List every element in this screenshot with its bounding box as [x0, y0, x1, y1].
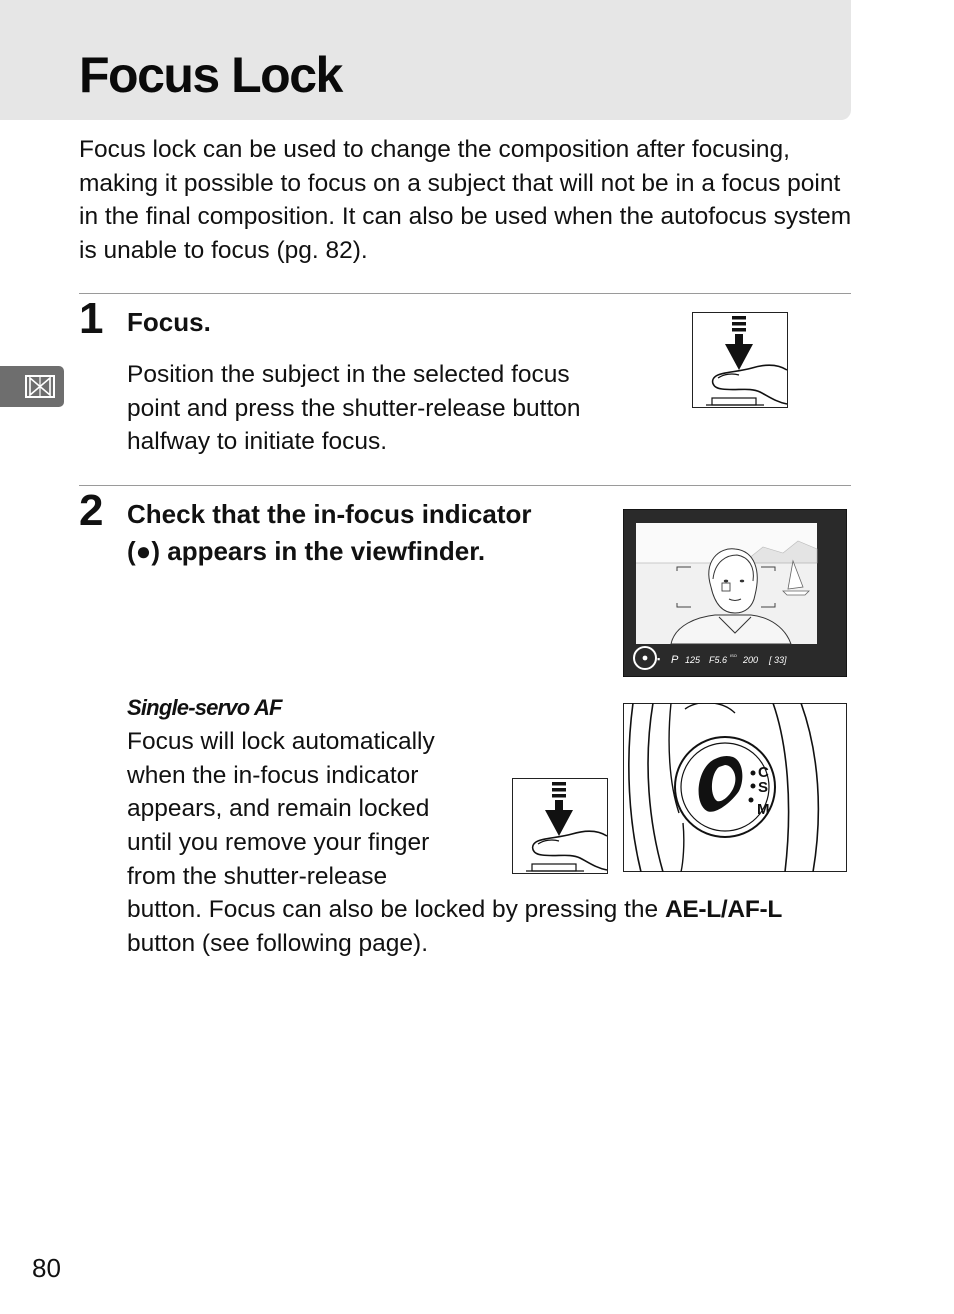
section-divider — [79, 485, 851, 486]
vf-iso-label: ISO — [730, 653, 737, 658]
step-number: 1 — [79, 294, 104, 343]
page-title: Focus Lock — [79, 47, 342, 103]
vf-aperture: F5.6 — [709, 655, 728, 665]
focus-mode-c: C — [758, 764, 769, 781]
vf-iso: 200 — [743, 655, 759, 665]
vf-exposures: [ 33] — [769, 655, 787, 665]
step-title: (●) appears in the viewfinder. — [127, 536, 486, 566]
chapter-side-tab — [0, 366, 64, 407]
viewfinder-illustration — [623, 509, 847, 677]
page-number: 80 — [32, 1253, 61, 1283]
step-title: Check that the in-focus indicator — [127, 499, 532, 529]
svg-text:▪: ▪ — [657, 654, 661, 664]
body-line: button (see following page). — [127, 930, 428, 957]
body-line — [127, 893, 847, 927]
focus-mode-s: S — [758, 779, 769, 796]
body-line: appears, and remain locked — [127, 795, 430, 822]
body-line: when the in-focus indicator — [127, 762, 419, 789]
focus-mode-m: M — [757, 801, 770, 818]
vf-mode: P — [671, 654, 679, 666]
step-number: 2 — [79, 486, 104, 535]
shutter-half-press-illustration — [512, 778, 608, 874]
body-line: from the shutter-release — [127, 863, 388, 890]
body-text-span: button. Focus can also be locked by pressing the — [127, 896, 665, 923]
sub-heading: Single-servo AF — [127, 695, 282, 720]
vf-shutter: 125 — [685, 655, 701, 665]
body-line: Focus will lock automatically — [127, 728, 435, 755]
focus-mode-selector-illustration — [623, 703, 847, 872]
body-line: until you remove your finger — [127, 829, 430, 856]
viewfinder-focus-icon — [0, 366, 64, 407]
intro-paragraph: Focus lock can be used to change the composition after focusing, making it possible to focus on a subject that will not be in a focus point in the final composition. It can also be used when the autofocus system is unable to focus (pg. 82). — [79, 136, 852, 265]
shutter-half-press-illustration — [692, 312, 788, 408]
step-body: Position the subject in the selected focus point and press the shutter-release button halfway to initiate focus. — [127, 361, 581, 456]
step-title: Focus. — [127, 307, 211, 337]
section-divider — [79, 293, 851, 294]
ae-l-af-l-button-label: AE-L/AF-L — [664, 896, 783, 923]
